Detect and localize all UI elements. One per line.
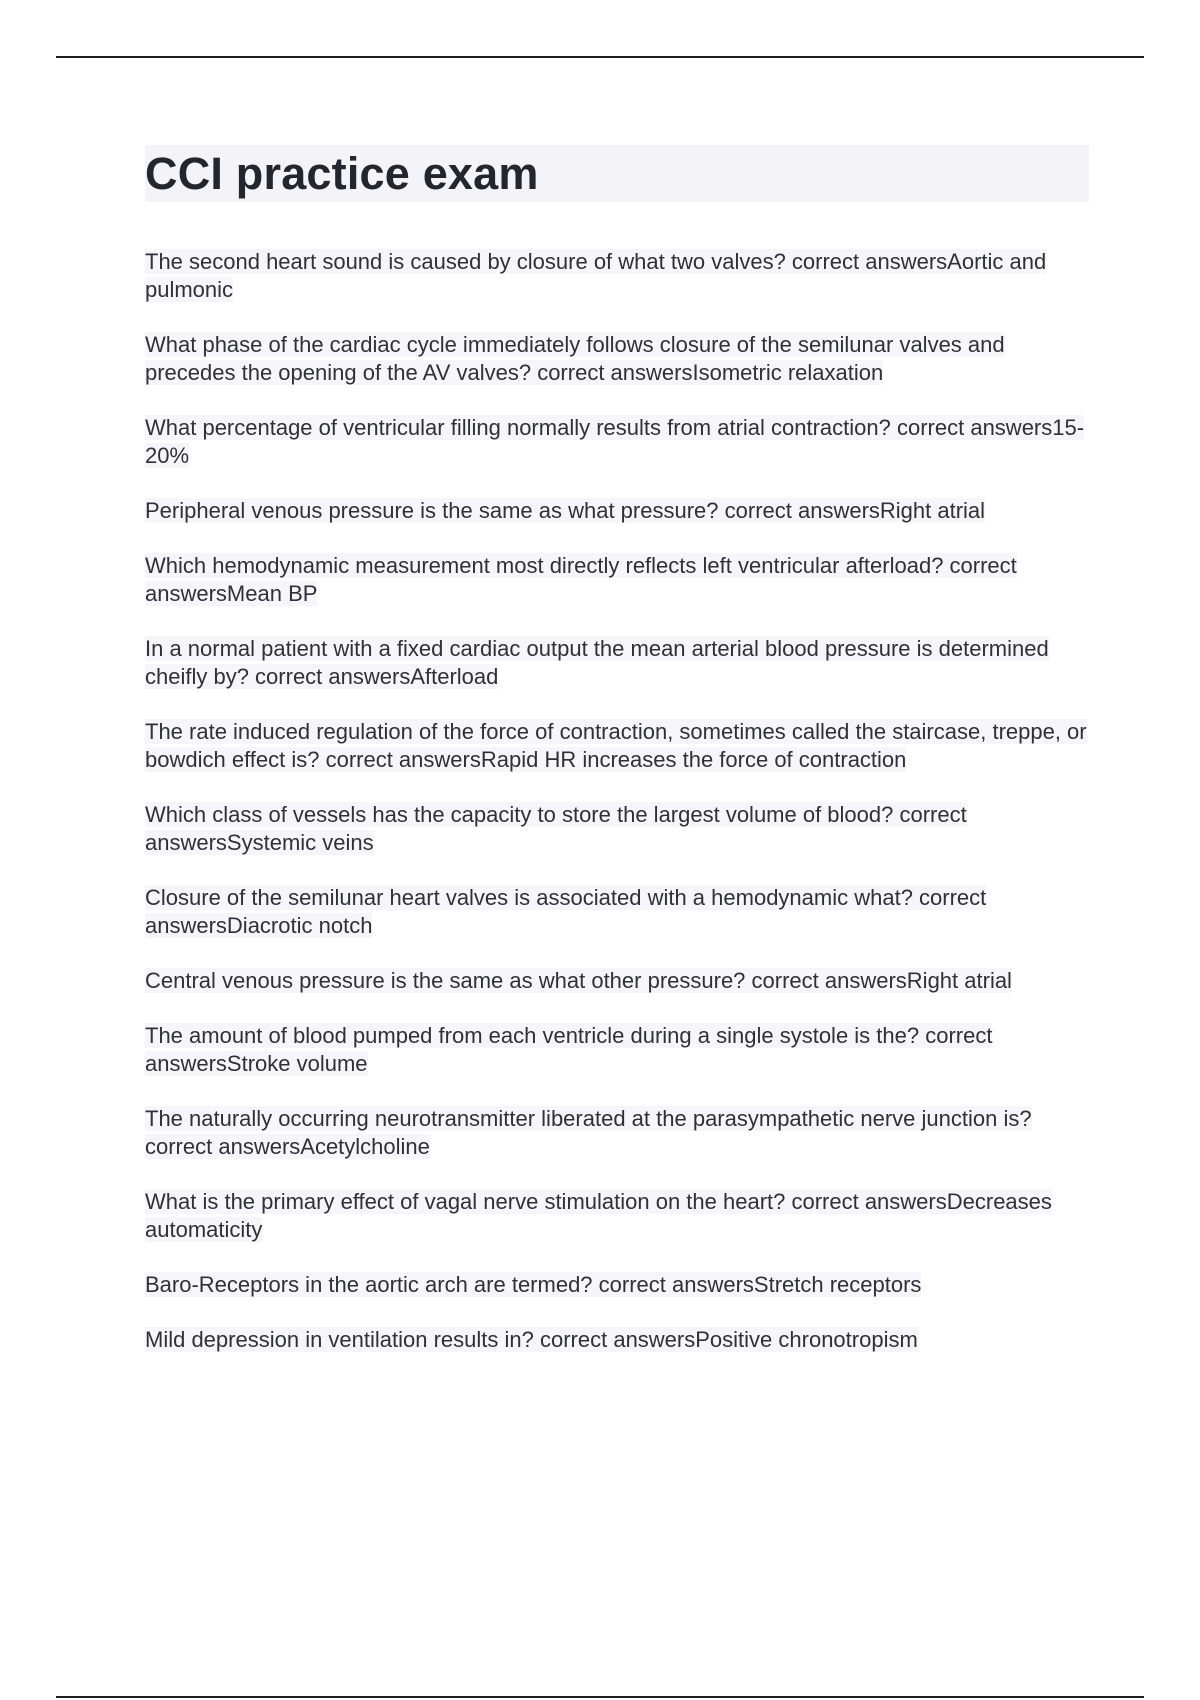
qa-text: In a normal patient with a fixed cardiac output the mean arterial blood pressure is determined cheifly by? correct answersAfterload [145,636,1049,689]
qa-text: What phase of the cardiac cycle immediately follows closure of the semilunar valves and precedes the opening of the AV valves? correct answersIsometric relaxation [145,332,1005,385]
qa-list [145,248,1089,1354]
qa-text: The rate induced regulation of the force of contraction, sometimes called the staircase, treppe, or bowdich effect is? correct answersRapid HR increases the force of contraction [145,719,1087,772]
qa-text: Which hemodynamic measurement most directly reflects left ventricular afterload? correct answersMean BP [145,553,1017,606]
qa-item [145,1105,1089,1161]
qa-text: What percentage of ventricular filling normally results from atrial contraction? correct answers15-20% [145,415,1085,468]
qa-text: What is the primary effect of vagal nerve stimulation on the heart? correct answersDecreases automaticity [145,1189,1052,1242]
qa-text: The naturally occurring neurotransmitter liberated at the parasympathetic nerve junction is? correct answersAcetylcholine [145,1106,1032,1159]
qa-text: Central venous pressure is the same as what other pressure? correct answersRight atrial [145,968,1012,993]
qa-item [145,414,1089,470]
qa-text: Which class of vessels has the capacity to store the largest volume of blood? correct answersSystemic veins [145,802,967,855]
qa-item [145,635,1089,691]
qa-text: Closure of the semilunar heart valves is associated with a hemodynamic what? correct answersDiacrotic notch [145,885,987,938]
qa-text: Peripheral venous pressure is the same as what pressure? correct answersRight atrial [145,498,986,523]
document-body [145,145,1089,1381]
qa-text: Baro-Receptors in the aortic arch are termed? correct answersStretch receptors [145,1272,922,1297]
qa-item [145,331,1089,387]
page-title: CCI practice exam [145,147,539,199]
top-rule [56,56,1144,58]
qa-item [145,497,1089,525]
bottom-rule [56,1696,1144,1698]
qa-text: The amount of blood pumped from each ventricle during a single systole is the? correct answersStroke volume [145,1023,993,1076]
qa-item [145,884,1089,940]
qa-item [145,801,1089,857]
qa-item [145,248,1089,304]
qa-item [145,1022,1089,1078]
qa-text: The second heart sound is caused by closure of what two valves? correct answersAortic and pulmonic [145,249,1047,302]
title-banner [145,145,1089,202]
qa-item [145,1271,1089,1299]
qa-item [145,967,1089,995]
qa-text: Mild depression in ventilation results in? correct answersPositive chronotropism [145,1327,918,1352]
qa-item [145,1188,1089,1244]
qa-item [145,718,1089,774]
qa-item [145,1326,1089,1354]
qa-item [145,552,1089,608]
